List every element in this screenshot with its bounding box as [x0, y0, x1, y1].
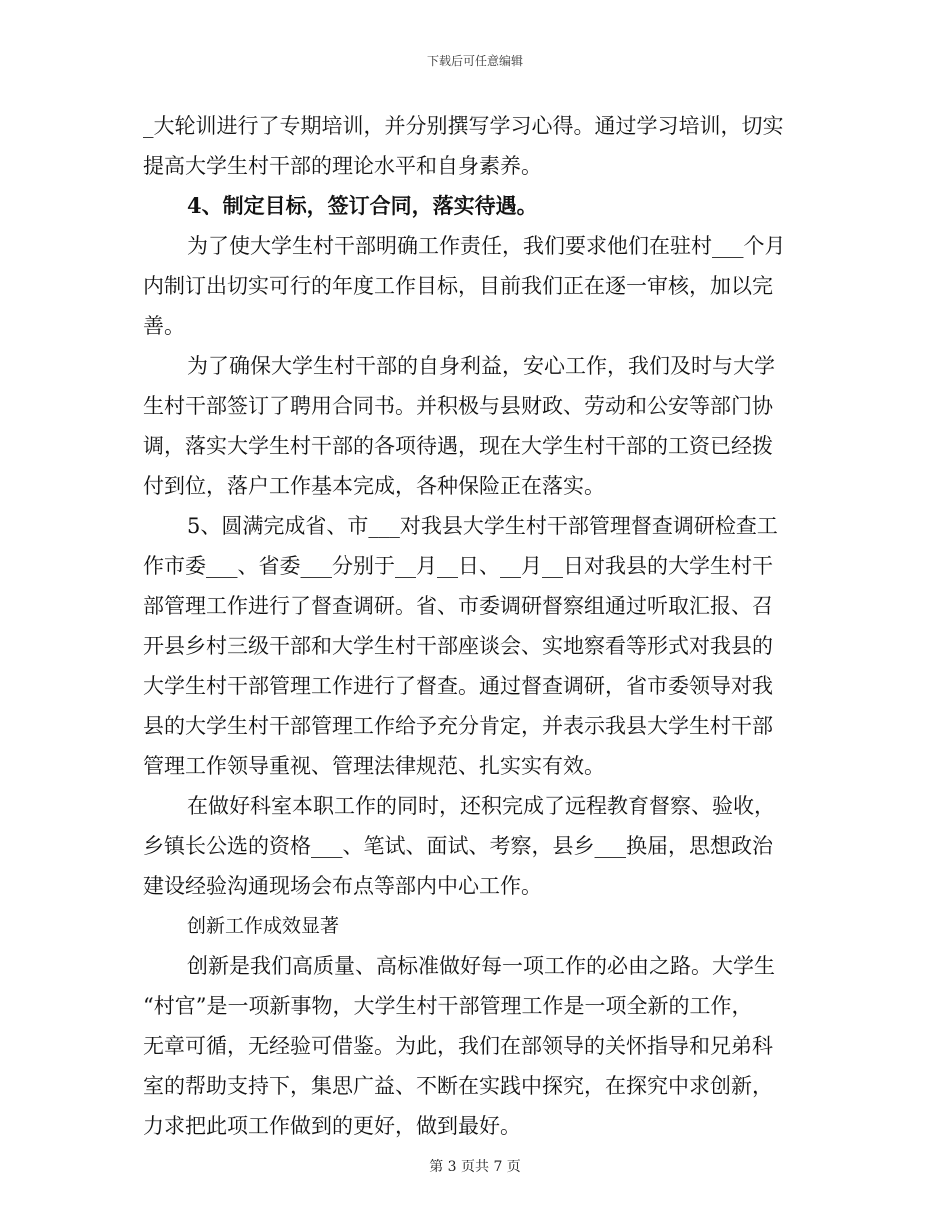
text-line: _大轮训进行了专期培训，并分别撰写学习心得。通过学习培训，切实 — [143, 114, 784, 138]
text-line: 部管理工作进行了督查调研。省、市委调研督察组通过听取汇报、召 — [143, 594, 773, 618]
text-line: 付到位，落户工作基本完成，各种保险正在落实。 — [143, 474, 605, 498]
text-line: 开县乡村三级干部和大学生村干部座谈会、实地察看等形式对我县的 — [143, 634, 773, 658]
text-line: 内制订出切实可行的年度工作目标，目前我们正在逐一审核，加以完 — [143, 274, 773, 298]
text-line: 大学生村干部管理工作进行了督查。通过督查调研，省市委领导对我 — [143, 674, 773, 698]
text-line: 善。 — [143, 314, 185, 338]
text-line: 建设经验沟通现场会布点等部内中心工作。 — [143, 874, 542, 898]
text-line: 乡镇长公选的资格___、笔试、面试、考察，县乡___换届，思想政治 — [143, 834, 773, 858]
text-line: 提高大学生村干部的理论水平和自身素养。 — [143, 154, 542, 178]
text-line: 创新是我们高质量、高标准做好每一项工作的必由之路。大学生 — [187, 954, 775, 978]
text-line: 5、圆满完成省、市___对我县大学生村干部管理督查调研检查工 — [187, 514, 778, 538]
text-line: 为了使大学生村干部明确工作责任，我们要求他们在驻村___个月 — [187, 234, 786, 258]
text-line: 生村干部签订了聘用合同书。并积极与县财政、劳动和公安等部门协 — [143, 394, 773, 418]
text-line: 县的大学生村干部管理工作给予充分肯定，并表示我县大学生村干部 — [143, 714, 773, 738]
section-subheading: 创新工作成效显著 — [187, 915, 340, 937]
document-body — [143, 106, 803, 1146]
text-line: 在做好科室本职工作的同时，还积完成了远程教育督察、验收， — [187, 794, 775, 818]
text-line: 为了确保大学生村干部的自身利益，安心工作，我们及时与大学 — [187, 354, 775, 378]
text-line: 作市委___、省委___分别于__月__日、__月__日对我县的大学生村干 — [143, 554, 773, 578]
text-line: 无章可循，无经验可借鉴。为此，我们在部领导的关怀指导和兄弟科 — [143, 1034, 773, 1058]
text-line: 管理工作领导重视、管理法律规范、扎实实有效。 — [143, 754, 605, 778]
text-line: 力求把此项工作做到的更好，做到最好。 — [143, 1114, 521, 1138]
text-line: “村官”是一项新事物，大学生村干部管理工作是一项全新的工作， — [143, 994, 753, 1018]
page-footer: 第 3 页共 7 页 — [429, 1159, 521, 1175]
section-heading: 4、制定目标，签订合同，落实待遇。 — [187, 193, 538, 218]
text-line: 调，落实大学生村干部的各项待遇，现在大学生村干部的工资已经拨 — [143, 434, 773, 458]
text-line: 室的帮助支持下，集思广益、不断在实践中探究，在探究中求创新， — [143, 1074, 773, 1098]
page-header: 下载后可任意编辑 — [426, 54, 523, 68]
